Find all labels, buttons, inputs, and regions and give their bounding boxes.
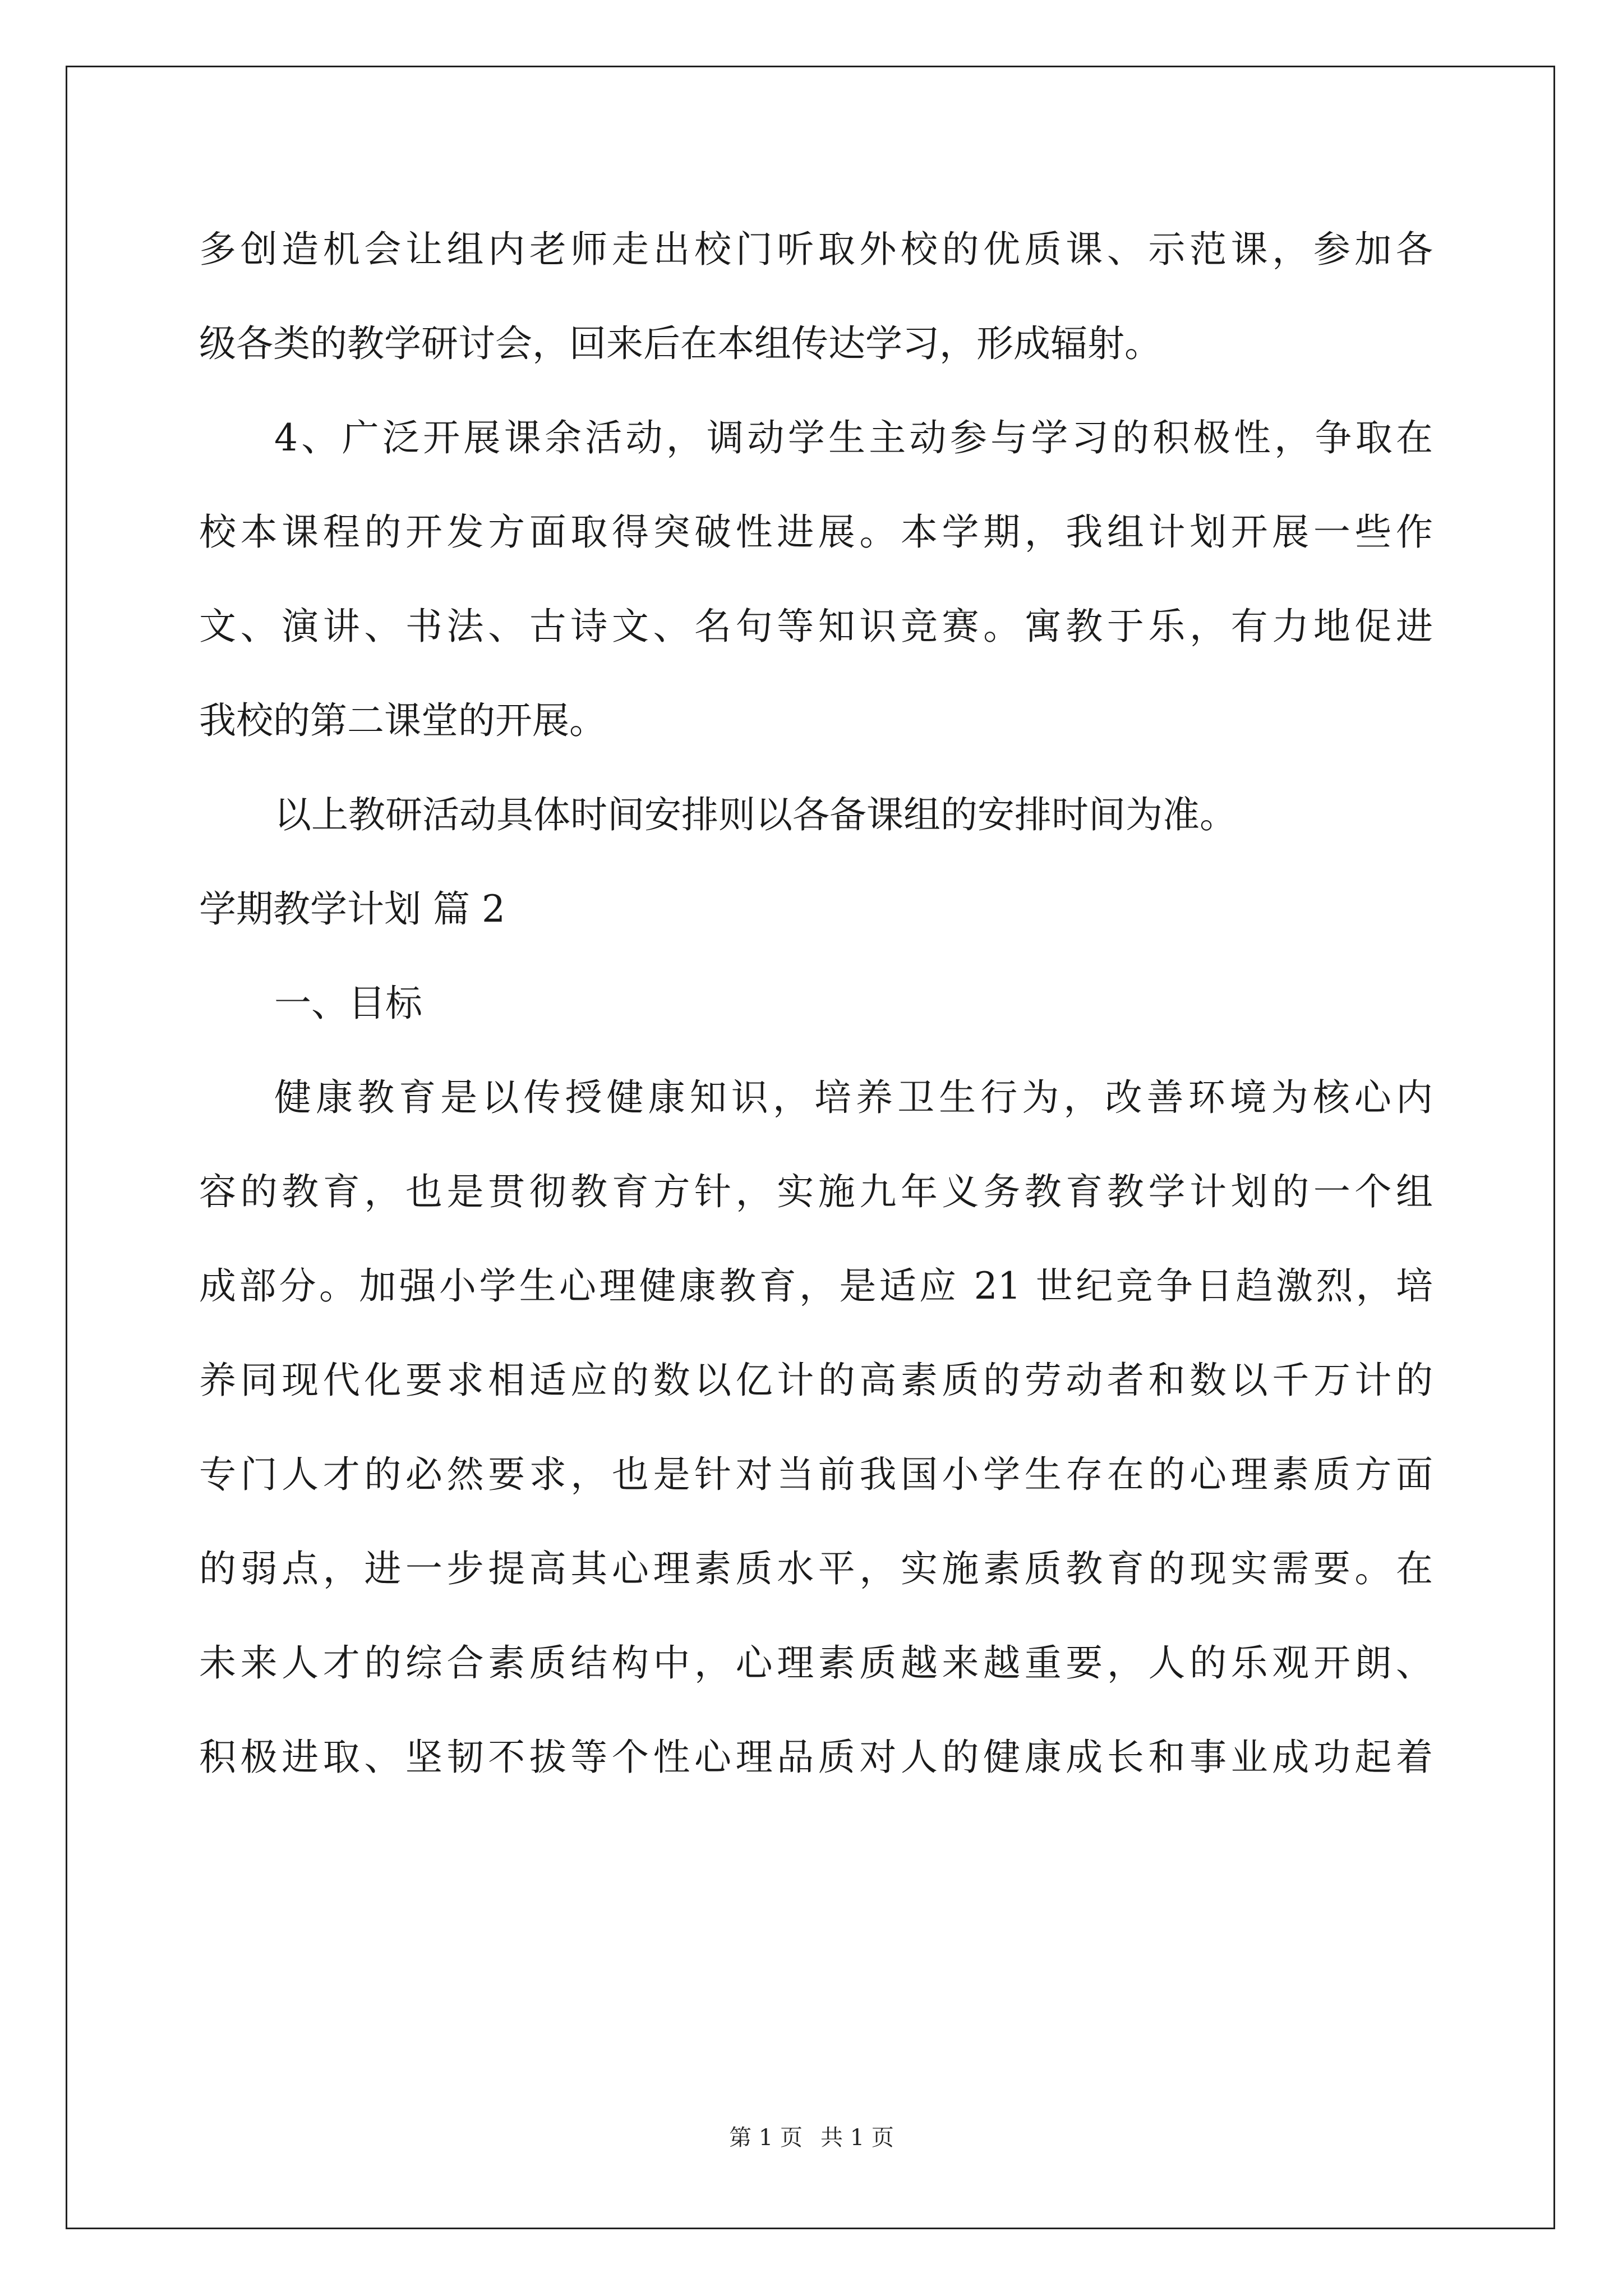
paragraph-line: 校本课程的开发方面取得突破性进展。本学期，我组计划开展一些作 [199, 510, 1433, 554]
document-body [199, 219, 1433, 1821]
paragraph-line: 健康教育是以传授健康知识，培养卫生行为，改善环境为核心内 [274, 1076, 1433, 1119]
paragraph-line: 文、演讲、书法、古诗文、名句等知识竞赛。寓教于乐，有力地促进 [199, 605, 1433, 648]
section-heading: 学期教学计划 篇 2 [199, 887, 505, 931]
page-number: 第 1 页 [729, 2125, 803, 2151]
paragraph-line: 成部分。加强小学生心理健康教育，是适应 21 世纪竞争日趋激烈，培 [199, 1264, 1433, 1308]
paragraph-line: 以上教研活动具体时间安排则以各备课组的安排时间为准。 [274, 793, 1237, 836]
subsection-heading: 一、目标 [274, 982, 422, 1025]
paragraph-line: 级各类的教学研讨会，回来后在本组传达学习，形成辐射。 [199, 322, 1161, 365]
paragraph-line: 专门人才的必然要求，也是针对当前我国小学生存在的心理素质方面 [199, 1453, 1433, 1496]
paragraph-line: 多创造机会让组内老师走出校门听取外校的优质课、示范课，参加各 [199, 228, 1433, 271]
paragraph-line: 容的教育，也是贯彻教育方针，实施九年义务教育教学计划的一个组 [199, 1170, 1433, 1213]
paragraph-line: 养同现代化要求相适应的数以亿计的高素质的劳动者和数以千万计的 [199, 1359, 1433, 1402]
paragraph-line: 我校的第二课堂的开展。 [199, 699, 606, 742]
page-footer [0, 2124, 1623, 2152]
paragraph-line: 4、广泛开展课余活动，调动学生主动参与学习的积极性，争取在 [274, 416, 1433, 459]
page-total: 共 1 页 [820, 2125, 894, 2151]
paragraph-line: 积极进取、坚韧不拔等个性心理品质对人的健康成长和事业成功起着 [199, 1736, 1433, 1779]
paragraph-line: 未来人才的综合素质结构中，心理素质越来越重要，人的乐观开朗、 [199, 1641, 1433, 1685]
paragraph-line: 的弱点，进一步提高其心理素质水平，实施素质教育的现实需要。在 [199, 1547, 1433, 1590]
